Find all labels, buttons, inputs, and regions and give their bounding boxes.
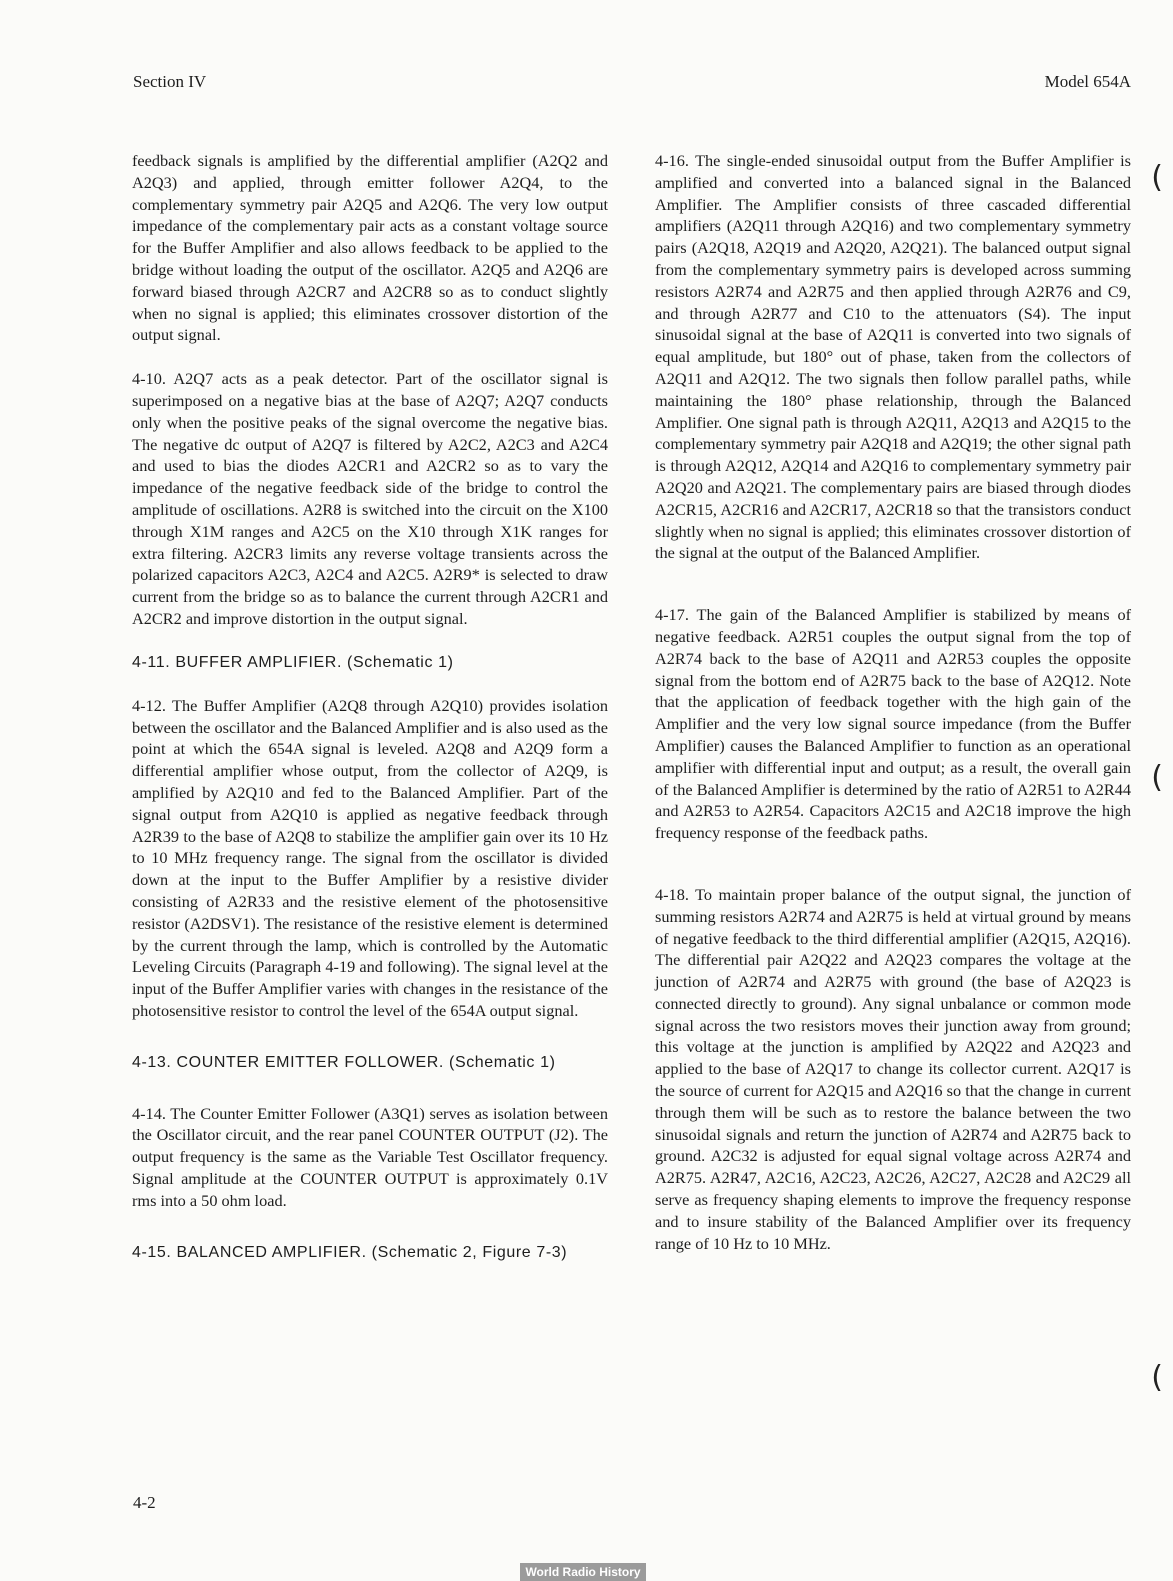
footer-watermark: World Radio History <box>520 1563 646 1581</box>
paragraph-4-16: 4-16. The single-ended sinusoidal output from the Buffer Amplifier is amplified and converted into a balanced signal in the Balanced Amplifier. The Amplifier consists of three cascaded differential amplifiers (A2Q11 through A2Q16) and two complementary symmetry pairs (A2Q18, A2Q19 and A2Q20, A2Q21). The balanced output signal from the complementary symmetry pairs is developed across summing resistors A2R74 and A2R75 and then applied through A2R76 and C9, and through A2R77 and C10 to the attenuators (S4). The input sinusoidal signal at the base of A2Q11 is converted into two signals of equal amplitude, but 180° out of phase, taken from the collectors of A2Q11 and A2Q12. The two signals then follow parallel paths, while maintaining the 180° phase relationship, through the Balanced Amplifier. One signal path is through A2Q11, A2Q13 and A2Q15 to the complementary symmetry pair A2Q18 and A2Q19; the other signal path is through A2Q12, A2Q14 and A2Q16 to complementary symmetry pair A2Q20 and A2Q21. The complementary pairs are biased through diodes A2CR15, A2CR16 and A2CR17, A2CR18 so that the transistors conduct slightly when no signal is applied; this eliminates crossover distortion of the signal at the output of the Balanced Amplifier. <box>655 151 1131 563</box>
paragraph-4-17: 4-17. The gain of the Balanced Amplifier is stabilized by means of negative feedback. A2R51 couples the output signal from the top of A2R74 back to the base of A2Q11 and A2R53 couples the opposite signal from the bottom end of A2R75 back to the base of A2Q12. Note that the application of feedback together with the high gain of the Amplifier and the very low signal source impedance (from the Buffer Amplifier) causes the Balanced Amplifier to function as an operational amplifier with differential input and output; as a result, the overall gain of the Balanced Amplifier is determined by the ratio of A2R51 to A2R44 and A2R53 to A2R54. Capacitors A2C15 and A2C18 improve the high frequency response of the feedback paths. <box>655 605 1131 843</box>
heading-balanced-amplifier: 4-15. BALANCED AMPLIFIER. (Schematic 2, Figure 7-3) <box>132 1243 568 1261</box>
binder-hole-mark: ( <box>1151 1360 1163 1395</box>
paragraph-4-14: 4-14. The Counter Emitter Follower (A3Q1) serves as isolation between the Oscillator circuit, and the rear panel COUNTER OUTPUT (J2). The output frequency is the same as the Variable Test Oscillator frequency. Signal amplitude at the COUNTER OUTPUT is approximately 0.1V rms into a 50 ohm load. <box>132 1103 608 1210</box>
binder-hole-mark: ( <box>1151 760 1163 795</box>
paragraph-feedback: feedback signals is amplified by the differential amplifier (A2Q2 and A2Q3) and applied, through emitter follower A2Q4, to the complementary symmetry pair A2Q5 and A2Q6. The very low output impedance of the complementary pair acts as a constant voltage source for the Buffer Amplifier and also allows feedback to be applied to the bridge without loading the output of the oscillator. A2Q5 and A2Q6 are forward biased through A2CR7 and A2CR8 so as to conduct slightly when no signal is applied; this eliminates crossover distortion of the output signal. <box>132 151 608 345</box>
paragraph-4-18: 4-18. To maintain proper balance of the output signal, the junction of summing resistors A2R74 and A2R75 is held at virtual ground by means of negative feedback to the third differential amplifier (A2Q15, A2Q16). The differential pair A2Q22 and A2Q23 compares the voltage at the junction of A2R74 and A2R75 with ground (the base of A2Q23 is connected directly to ground). Any signal unbalance or common mode signal across the two resistors moves their junction away from ground; this voltage at the junction is amplified by A2Q22 and A2Q23 and applied to the base of A2Q17 to change its collector current. A2Q17 is the source of current for A2Q15 and A2Q16 so that the change in current through them will be such as to restore the balance between the two sinusoidal signals and return the junction of A2R74 and A2R75 back to ground. A2C32 is adjusted for equal signal voltage across A2R74 and A2R75. A2R47, A2C16, A2C23, A2C26, A2C27, A2C28 and A2C29 all serve as frequency shaping elements to improve the frequency response and to insure stability of the Balanced Amplifier over its frequency range of 10 Hz to 10 MHz. <box>655 884 1131 1253</box>
paragraph-4-12: 4-12. The Buffer Amplifier (A2Q8 through A2Q10) provides isolation between the oscillator and the Balanced Amplifier and is also used as the point at which the 654A signal is leveled. A2Q8 and A2Q9 form a differential amplifier whose output, from the collector of A2Q9, is amplified by A2Q10 and fed to the Balanced Amplifier. Part of the signal output from A2Q10 is applied as negative feedback through A2R39 to the base of A2Q8 to stabilize the amplifier gain over its 10 Hz to 10 MHz frequency range. The signal from the oscillator is divided down at the input to the Buffer Amplifier by a resistive divider consisting of A2R33 and the resistive element of the photosensitive resistor (A2DSV1). The resistance of the resistive element is determined by the current through the lamp, which is controlled by the Automatic Leveling Circuits (Paragraph 4-19 and following). The signal level at the input of the Buffer Amplifier varies with changes in the resistance of the photosensitive resistor to control the level of the 654A output signal. <box>132 695 608 1020</box>
page-number: 4-2 <box>133 1493 156 1512</box>
binder-hole-mark: ( <box>1151 160 1163 195</box>
section-label: Section IV <box>133 72 207 91</box>
heading-buffer-amplifier: 4-11. BUFFER AMPLIFIER. (Schematic 1) <box>132 653 454 671</box>
right-column <box>655 150 1131 1254</box>
heading-counter-emitter-follower: 4-13. COUNTER EMITTER FOLLOWER. (Schematic 1) <box>132 1053 556 1071</box>
paragraph-4-10: 4-10. A2Q7 acts as a peak detector. Part of the oscillator signal is superimposed on a negative bias at the base of A2Q7; A2Q7 conducts only when the positive peaks of the signal overcome the negative bias. The negative dc output of A2Q7 is filtered by A2C2, A2C3 and A2C4 and used to bias the diodes A2CR1 and A2CR2 so as to vary the impedance of the negative feedback side of the bridge to control the amplitude of oscillations. A2R8 is switched into the circuit on the X100 through X1M ranges and A2C5 on the X10 through X1K ranges for extra filtering. A2CR3 limits any reverse voltage transients across the polarized capacitors A2C3, A2C4 and A2C5. A2R9* is selected to draw current from the bridge so as to balance the current through A2CR1 and A2CR2 and improve distortion in the output signal. <box>132 369 608 628</box>
model-label: Model 654A <box>1044 72 1131 91</box>
left-column <box>132 150 608 1263</box>
